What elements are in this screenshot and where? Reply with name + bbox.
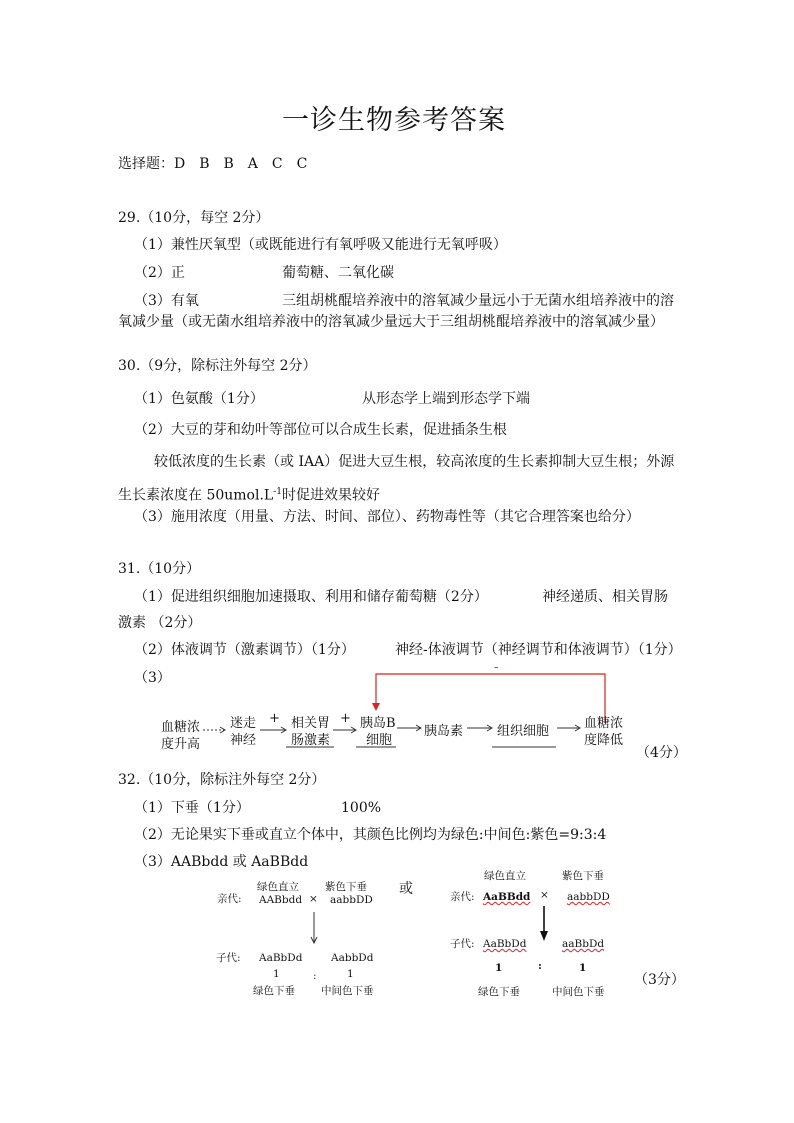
right-child-label: 子代: — [450, 938, 475, 950]
left-times-sign: × — [309, 893, 318, 905]
left-c2-genotype: AabbDd — [331, 952, 374, 964]
node-glucose-rise-2: 度升高 — [161, 737, 201, 752]
plus-sign-2: + — [340, 711, 351, 726]
node-insulin: 胰岛素 — [424, 724, 464, 739]
q31-answer-1-cont: 激素 （2分） — [118, 615, 202, 631]
q32-answer-2: （2）无论果实下垂或直立个体中，其颜色比例均为绿色:中间色:紫色=9:3:4 — [134, 827, 607, 843]
node-gi-hormone-2: 肠激素 — [291, 733, 331, 748]
q30-answer-1-left: （1）色氨酸（1分） — [134, 391, 264, 407]
node-vagus-2: 神经 — [230, 733, 257, 748]
right-p2-genotype: aabbDD — [567, 891, 610, 903]
q31-answer-3-label: （3） — [134, 670, 171, 686]
right-c2-genotype: aaBbDd — [562, 938, 605, 950]
feedback-minus-sign: - — [494, 660, 499, 675]
q29-answer-2-right: 葡萄糖、二氧化碳 — [282, 265, 394, 281]
left-c1-ratio: 1 — [273, 968, 280, 980]
left-c2-phenotype: 中间色下垂 — [321, 985, 374, 997]
q30-answer-2: （2）大豆的芽和幼叶等部位可以合成生长素，促进插条生根 — [134, 422, 507, 438]
left-c1-phenotype: 绿色下垂 — [253, 985, 295, 997]
q30-answer-1-right: 从形态学上端到形态学下端 — [362, 391, 530, 407]
or-word: 或 — [399, 881, 413, 897]
plus-sign-1: + — [269, 711, 280, 726]
node-beta-cell-2: 细胞 — [366, 733, 393, 748]
page-title: 一诊生物参考答案 — [282, 105, 506, 136]
node-tissue-cell: 组织细胞 — [497, 724, 550, 739]
right-c1-ratio: 1 — [495, 962, 503, 974]
q31-answer-2-left: （2）体液调节（激素调节）（1分） — [134, 642, 355, 658]
node-gi-hormone-1: 相关胃 — [291, 716, 331, 731]
right-parent-label: 亲代: — [450, 891, 475, 903]
left-p2-genotype: aabbDD — [330, 894, 373, 906]
choice-answers: 选择题：D B B A C C — [118, 156, 308, 172]
right-p2-phenotype: 紫色下垂 — [562, 870, 604, 882]
q29-header: 29.（10分，每空 2分） — [118, 210, 270, 226]
q31-answer-2-right: 神经-体液调节（神经调节和体液调节）（1分） — [395, 642, 682, 658]
left-child-label: 子代: — [216, 952, 241, 964]
left-ratio-colon: : — [313, 970, 317, 982]
right-p1-genotype: AaBBdd — [483, 891, 531, 903]
q30-answer-3: （3）施用浓度（用量、方法、时间、部位）、药物毒性等（其它合理答案也给分） — [134, 509, 640, 525]
q29-answer-3-cont: 氧减少量（或无菌水组培养液中的溶氧减少量远大于三组胡桃醌培养液中的溶氧减少量） — [118, 314, 664, 330]
q32-answer-1-right: 100% — [341, 800, 382, 816]
q31-answer-1-left: （1）促进组织细胞加速摄取、利用和储存葡萄糖（2分） — [134, 589, 488, 605]
q29-answer-2-left: （2）正 — [134, 265, 185, 281]
q30-answer-2-line3: 生长素浓度在 $50umol.L^{-1}$时促进效果较好 — [118, 487, 380, 504]
q29-answer-3-right: 三组胡桃醌培养液中的溶氧减少量远小于无菌水组培养液中的溶 — [282, 293, 674, 309]
q31-score: （4分） — [636, 745, 687, 761]
q30-answer-2-line2: 较低浓度的生长素（或 IAA）促进大豆生根，较高浓度的生长素抑制大豆生根；外源 — [154, 454, 675, 470]
q31-header: 31.（10分） — [118, 561, 201, 577]
left-p1-phenotype: 绿色直立 — [257, 881, 299, 893]
left-p1-genotype: AABbdd — [259, 894, 303, 906]
q31-answer-1-right: 神经递质、相关胃肠 — [542, 589, 668, 605]
q32-answer-1-left: （1）下垂（1分） — [134, 800, 250, 816]
right-c2-ratio: 1 — [579, 962, 587, 974]
left-parent-label: 亲代: — [217, 893, 242, 905]
q29-answer-3-left: （3）有氧 — [134, 293, 199, 309]
q30-header: 30.（9分，除标注外每空 2分） — [118, 358, 317, 374]
q32-score: （3分） — [634, 972, 685, 988]
left-p2-phenotype: 紫色下垂 — [325, 881, 367, 893]
q32-answer-3: （3）AABbdd 或 AaBBdd — [134, 854, 309, 870]
node-beta-cell-1: 胰岛B — [360, 716, 396, 731]
right-c1-genotype: AaBbDd — [483, 938, 527, 950]
node-glucose-fall-1: 血糖浓 — [584, 716, 624, 731]
node-vagus-1: 迷走 — [230, 716, 257, 731]
left-c2-ratio: 1 — [347, 968, 354, 980]
right-times-sign: × — [540, 889, 549, 901]
node-glucose-rise-1: 血糖浓 — [161, 720, 201, 735]
left-c1-genotype: AaBbDd — [259, 952, 303, 964]
right-ratio-colon: : — [538, 960, 542, 972]
node-glucose-fall-2: 度降低 — [584, 733, 624, 748]
q29-answer-1: （1）兼性厌氧型（或既能进行有氧呼吸又能进行无氧呼吸） — [134, 237, 507, 253]
right-c2-phenotype: 中间色下垂 — [552, 986, 605, 998]
right-c1-phenotype: 绿色下垂 — [478, 986, 520, 998]
q32-header: 32.（10分，除标注外每空 2分） — [118, 772, 326, 788]
right-p1-phenotype: 绿色直立 — [484, 870, 526, 882]
